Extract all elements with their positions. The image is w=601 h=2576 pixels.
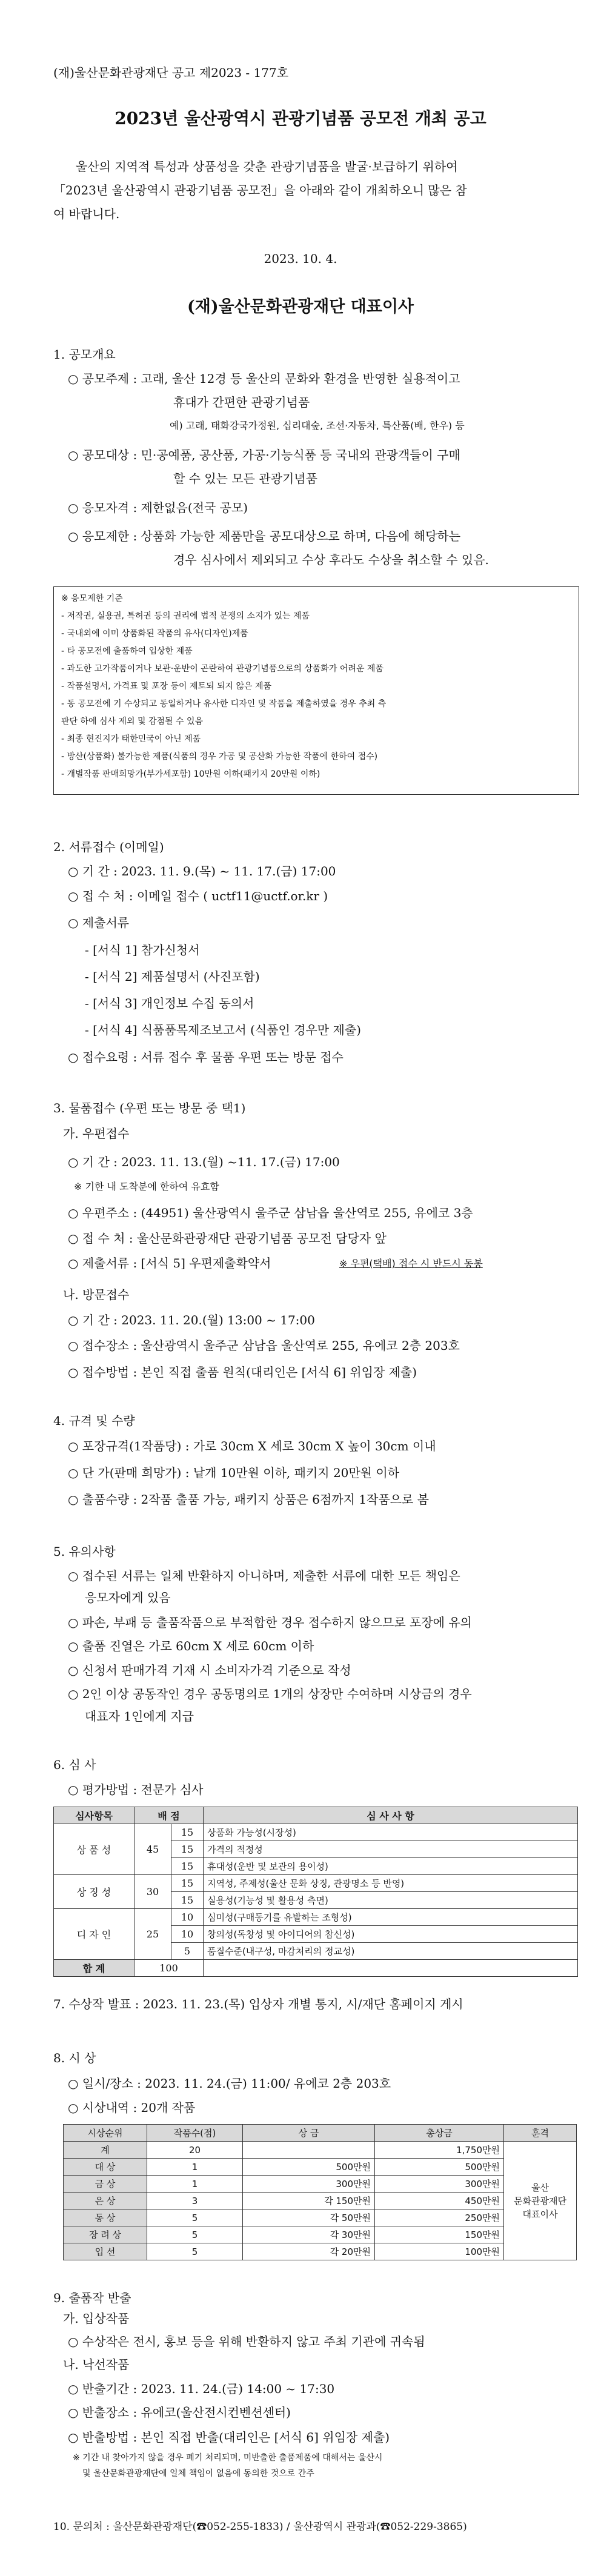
- col-header: 시상순위: [64, 2125, 147, 2142]
- mail-recipient: ○ 접 수 처 : 울산문화관광재단 관광기념품 공모전 담당자 앞: [68, 1231, 387, 1246]
- note-line: - 저작권, 실용권, 특허권 등의 권리에 법적 분쟁의 소지가 있는 제품: [61, 611, 310, 621]
- rank: 은 상: [64, 2193, 147, 2209]
- section-heading: 8. 시 상: [53, 2051, 96, 2065]
- section-heading: 2. 서류접수 (이메일): [53, 840, 164, 854]
- intro-line: 울산의 지역적 특성과 상품성을 갖춘 관광기념품을 발굴·보급하기 위하여: [76, 159, 458, 174]
- contact-info: 10. 문의처 : 울산문화관광재단(☎052-255-1833) / 울산광역시 관광과(☎052-229-3865): [53, 2521, 467, 2533]
- rank: 계: [64, 2142, 147, 2159]
- honor-text: 대표이사: [522, 2208, 558, 2220]
- item-score: 10: [171, 1909, 204, 1926]
- award-announcement: 7. 수상작 발표 : 2023. 11. 23.(목) 입상자 개별 통지, 시/재단 홈페이지 게시: [53, 1997, 463, 2011]
- caution-item: 대표자 1인에게 지급: [85, 1709, 194, 1724]
- qualification-line: ○ 응모자격 : 제한없음(전국 공모): [68, 500, 248, 515]
- award-table: [63, 2124, 577, 2260]
- prize: 300만원: [243, 2176, 375, 2193]
- rank: 대 상: [64, 2159, 147, 2176]
- visit-period: ○ 기 간 : 2023. 11. 20.(월) 13:00 ~ 17:00: [68, 1313, 315, 1327]
- count: 5: [147, 2243, 243, 2260]
- table-row: [64, 2159, 577, 2176]
- announce-date: 2023. 10. 4.: [264, 251, 337, 266]
- theme-example: 예) 고래, 태화강국가정원, 십리대숲, 조선·자동차, 특산품(배, 한우) 등: [170, 420, 465, 431]
- item-text: 상품화 가능성(시장성): [204, 1824, 578, 1841]
- return-period: ○ 반출기간 : 2023. 11. 24.(금) 14:00 ~ 17:30: [68, 2382, 335, 2396]
- return-method: ○ 반출방법 : 본인 직접 반출(대리인은 [서식 6] 위임장 제출): [68, 2430, 390, 2445]
- item-score: 5: [171, 1943, 204, 1960]
- prize: 각 20만원: [243, 2243, 375, 2260]
- item-score: 10: [171, 1926, 204, 1943]
- caution-item: 응모자에게 있음: [85, 1590, 171, 1605]
- note-line: ※ 응모제한 기준: [61, 594, 123, 603]
- table-row: [54, 1824, 578, 1841]
- item-score: 15: [171, 1841, 204, 1858]
- subsection-title: 나. 낙선작품: [63, 2357, 130, 2372]
- item-score: 15: [171, 1892, 204, 1909]
- mail-period: ○ 기 간 : 2023. 11. 13.(월) ~11. 17.(금) 17:00: [68, 1155, 340, 1169]
- return-place: ○ 반출장소 : 유에코(울산전시컨벤션센터): [68, 2405, 291, 2420]
- issuer: (재)울산문화관광재단 대표이사: [187, 297, 414, 316]
- table-total-row: [54, 1960, 578, 1977]
- item-score: 15: [171, 1824, 204, 1841]
- col-header: 배 점: [134, 1807, 204, 1824]
- rank: 입 선: [64, 2243, 147, 2260]
- total-prize: 150만원: [375, 2226, 504, 2243]
- prize: 500만원: [243, 2159, 375, 2176]
- prize: 각 50만원: [243, 2209, 375, 2226]
- total-prize: 300만원: [375, 2176, 504, 2193]
- col-header: 심 사 사 항: [204, 1807, 578, 1824]
- section-heading: 3. 물품접수 (우편 또는 방문 중 택1): [53, 1101, 246, 1115]
- caution-item: ○ 파손, 부패 등 출품작품으로 부적합한 경우 접수하지 않으므로 포장에 유의: [68, 1615, 472, 1630]
- mail-address: ○ 우편주소 : (44951) 울산광역시 울주군 삼남읍 울산역로 255, 유에코 3층: [68, 1206, 473, 1220]
- spec-price: ○ 단 가(판매 희망가) : 낱개 10만원 이하, 패키지 20만원 이하: [68, 1466, 400, 1480]
- col-header: 심사항목: [54, 1807, 134, 1824]
- exclusion-criteria-box: [53, 586, 579, 795]
- mail-note: ※ 기한 내 도착분에 한하여 유효함: [74, 1181, 219, 1192]
- doc-item: - [서식 2] 제품설명서 (사진포함): [85, 969, 260, 984]
- visit-method: ○ 접수방법 : 본인 직접 출품 원칙(대리인은 [서식 6] 위임장 제출): [68, 1365, 417, 1379]
- total-prize: 450만원: [375, 2193, 504, 2209]
- table-row: [64, 2176, 577, 2193]
- criteria-name: 디 자 인: [54, 1909, 134, 1960]
- prize: 각 150만원: [243, 2193, 375, 2209]
- count: 5: [147, 2226, 243, 2243]
- note-line: - 최종 현진지가 태한민국이 아닌 제품: [61, 734, 201, 744]
- note-line: - 동 공모전에 기 수상되고 동일하거나 유사한 디자인 및 작품을 제출하였을 경우 추최 측: [61, 699, 387, 709]
- theme-line: ○ 공모주제 : 고래, 울산 12경 등 울산의 문화와 환경을 반영한 실용적이고: [68, 371, 460, 386]
- total-empty: [204, 1960, 578, 1977]
- return-note: ※ 기간 내 찾아가지 않을 경우 폐기 처리되며, 미반출한 출품제품에 대해서는 울산시: [73, 2453, 383, 2463]
- subsection-title: 가. 우편접수: [63, 1126, 130, 1141]
- section-heading: 9. 출품작 반출: [53, 2291, 131, 2305]
- page-title: 2023년 울산광역시 관광기념품 공모전 개최 공고: [115, 108, 486, 128]
- docs-title: ○ 제출서류: [68, 915, 130, 930]
- caution-item: ○ 접수된 서류는 일체 반환하지 아니하며, 제출한 서류에 대한 모든 책임은: [68, 1569, 460, 1583]
- item-text: 심미성(구매동기를 유발하는 조형성): [204, 1909, 578, 1926]
- note-line: - 국내외에 이미 상품화된 작품의 유사(디자인)제품: [61, 629, 248, 639]
- table-row: [64, 2193, 577, 2209]
- evaluation-method: ○ 평가방법 : 전문가 심사: [68, 1782, 204, 1797]
- doc-item: - [서식 1] 참가신청서: [85, 943, 200, 957]
- honor-cell: [504, 2142, 577, 2260]
- col-header: 훈격: [504, 2125, 577, 2142]
- mail-docs: ○ 제출서류 : [서식 5] 우편제출확약서: [68, 1256, 271, 1270]
- item-text: 지역성, 주제성(울산 문화 상징, 관광명소 등 반영): [204, 1875, 578, 1892]
- caution-item: ○ 출품 진열은 가로 60cm X 세로 60cm 이하: [68, 1639, 314, 1653]
- table-row: [64, 2226, 577, 2243]
- note-line: - 개별작품 판매희망가(부가세포함) 10만원 이하(패키지 20만원 이하): [61, 769, 320, 779]
- honor-text: 울산: [531, 2182, 549, 2193]
- col-header: 총상금: [375, 2125, 504, 2142]
- intro-line: 여 바랍니다.: [53, 207, 120, 221]
- col-header: 상 금: [243, 2125, 375, 2142]
- rank: 동 상: [64, 2209, 147, 2226]
- intro-line: 「2023년 울산광역시 관광기념품 공모전」을 아래와 같이 개최하오니 많은 참: [53, 183, 467, 198]
- theme-line: 휴대가 간편한 관광기념품: [173, 395, 310, 410]
- total-prize: 250만원: [375, 2209, 504, 2226]
- target-line: ○ 공모대상 : 민·공예품, 공산품, 가공·기능식품 등 국내외 관광객들이 구매: [68, 448, 460, 462]
- item-text: 가격의 적정성: [204, 1841, 578, 1858]
- caution-item: ○ 신청서 판매가격 기재 시 소비자가격 기준으로 작성: [68, 1663, 351, 1678]
- count: 5: [147, 2209, 243, 2226]
- criteria-score: 30: [134, 1875, 171, 1909]
- total-prize: 1,750만원: [375, 2142, 504, 2159]
- item-text: 품질수준(내구성, 마감처리의 정교성): [204, 1943, 578, 1960]
- table-row: [64, 2243, 577, 2260]
- item-text: 창의성(독창성 및 아이디어의 참신성): [204, 1926, 578, 1943]
- subsection-title: 나. 방문접수: [63, 1287, 130, 1302]
- rank: 금 상: [64, 2176, 147, 2193]
- total-prize: 100만원: [375, 2243, 504, 2260]
- subsection-title: 가. 입상작품: [63, 2311, 130, 2326]
- item-text: 실용성(기능성 및 활용성 측면): [204, 1892, 578, 1909]
- return-note: 및 울산문화관광재단에 일체 책임이 없음에 동의한 것으로 간주: [82, 2469, 314, 2478]
- award-detail: ○ 시상내역 : 20개 작품: [68, 2100, 196, 2115]
- doc-method: ○ 접 수 처 : 이메일 접수 ( uctf11@uctf.or.kr ): [68, 889, 328, 903]
- criteria-name: 상 징 성: [54, 1875, 134, 1909]
- prize: [243, 2142, 375, 2159]
- visit-place: ○ 접수장소 : 울산광역시 울주군 삼남읍 울산역로 255, 유에코 2층 203호: [68, 1338, 460, 1353]
- section-heading: 5. 유의사항: [53, 1544, 116, 1559]
- total-prize: 500만원: [375, 2159, 504, 2176]
- target-line: 할 수 있는 모든 관광기념품: [173, 471, 317, 486]
- note-line: - 과도한 고가작품이거나 보관·운반이 곤란하여 관광기념품으로의 상품화가 어려운 제품: [61, 664, 384, 674]
- exclusion-line: 경우 심사에서 제외되고 수상 후라도 수상을 취소할 수 있음.: [173, 553, 489, 567]
- doc-item: - [서식 3] 개인정보 수집 동의서: [85, 996, 254, 1011]
- prize: 각 30만원: [243, 2226, 375, 2243]
- doc-item: - [서식 4] 식품품목제조보고서 (식품인 경우만 제출): [85, 1023, 361, 1037]
- criteria-score: 45: [134, 1824, 171, 1875]
- item-score: 15: [171, 1858, 204, 1875]
- section-heading: 4. 규격 및 수량: [53, 1413, 135, 1428]
- evaluation-table: [53, 1807, 578, 1977]
- col-header: 작품수(점): [147, 2125, 243, 2142]
- table-row: [64, 2209, 577, 2226]
- item-score: 15: [171, 1875, 204, 1892]
- total-score: 100: [134, 1960, 204, 1977]
- doc-note: ○ 접수요령 : 서류 접수 후 물품 우편 또는 방문 접수: [68, 1050, 344, 1064]
- count: 1: [147, 2159, 243, 2176]
- rank: 장 려 상: [64, 2226, 147, 2243]
- note-line: - 작품설명서, 가격표 및 포장 등이 제토되 되지 않은 제품: [61, 682, 272, 691]
- table-row: [54, 1909, 578, 1926]
- spec-quantity: ○ 출품수량 : 2작품 출품 가능, 패키지 상품은 6점까지 1작품으로 봄: [68, 1492, 429, 1507]
- award-when: ○ 일시/장소 : 2023. 11. 24.(금) 11:00/ 유에코 2층 203호: [68, 2076, 391, 2091]
- caution-item: ○ 2인 이상 공동작인 경우 공동명의로 1개의 상장만 수여하며 시상금의 경우: [68, 1687, 472, 1701]
- count: 3: [147, 2193, 243, 2209]
- doc-period: ○ 기 간 : 2023. 11. 9.(목) ~ 11. 17.(금) 17:00: [68, 864, 336, 878]
- note-line: 판단 하에 심사 제외 및 감점될 수 있음: [61, 717, 204, 726]
- spec-size: ○ 포장규격(1작품당) : 가로 30cm X 세로 30cm X 높이 30cm 이내: [68, 1439, 436, 1453]
- announce-number: (재)울산문화관광재단 공고 제2023 - 177호: [53, 65, 289, 80]
- winner-return: ○ 수상작은 전시, 홍보 등을 위해 반환하지 않고 주최 기관에 귀속됨: [68, 2334, 425, 2349]
- section-heading: 6. 심 사: [53, 1758, 96, 1772]
- table-row: [64, 2142, 577, 2159]
- note-line: - 타 공모전에 출품하여 입상한 제품: [61, 646, 193, 656]
- table-row: [54, 1875, 578, 1892]
- section-heading: 1. 공모개요: [53, 347, 116, 362]
- count: 1: [147, 2176, 243, 2193]
- criteria-name: 상 품 성: [54, 1824, 134, 1875]
- total-label: 합 계: [54, 1960, 134, 1977]
- note-line: - 방산(상품화) 불가능한 제품(식품의 경우 가공 및 공산화 가능한 작품에 한하여 접수): [61, 752, 378, 762]
- criteria-score: 25: [134, 1909, 171, 1960]
- item-text: 휴대성(운반 및 보관의 용이성): [204, 1858, 578, 1875]
- exclusion-line: ○ 응모제한 : 상품화 가능한 제품만을 공모대상으로 하며, 다음에 해당하는: [68, 529, 461, 543]
- honor-text: 문화관광재단: [514, 2195, 566, 2206]
- count: 20: [147, 2142, 243, 2159]
- mail-docs-note: ※ 우편(택배) 접수 시 반드시 동봉: [339, 1258, 483, 1269]
